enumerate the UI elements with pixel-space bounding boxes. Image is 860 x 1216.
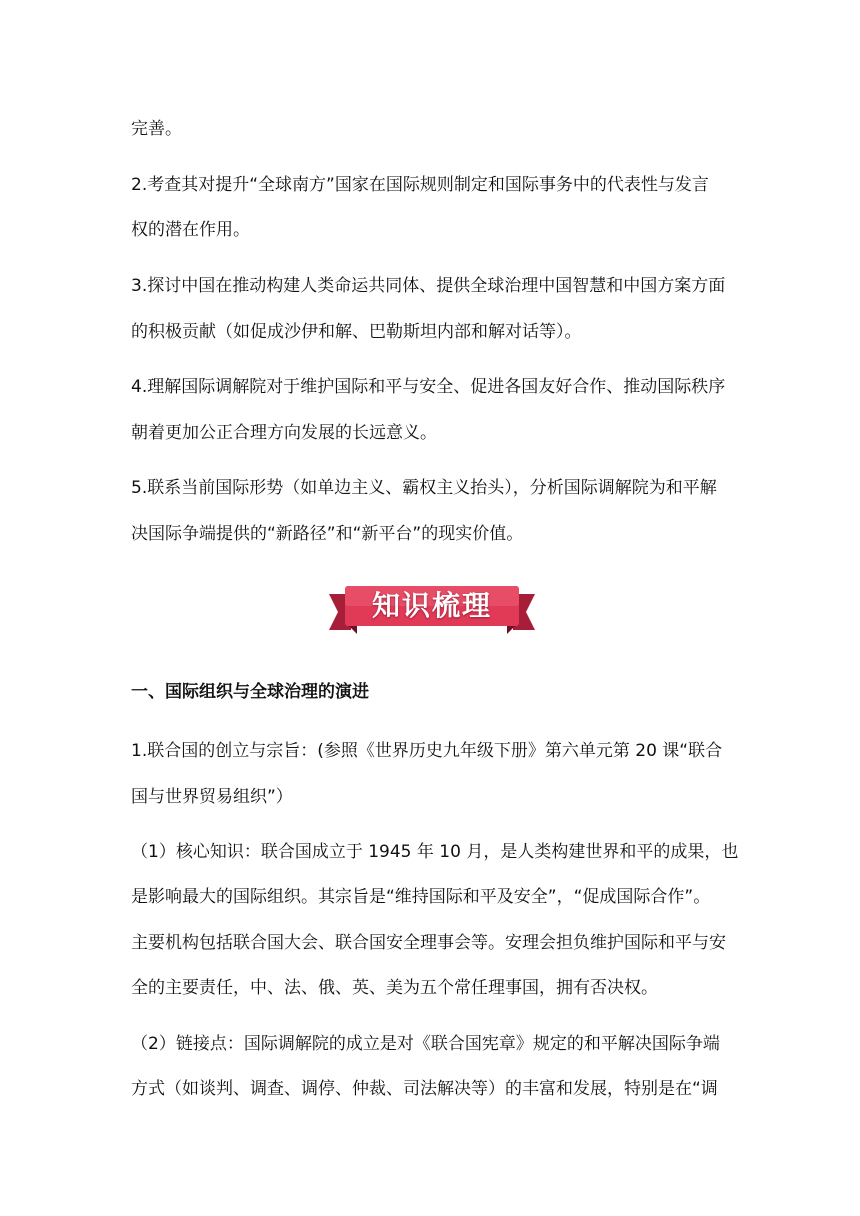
text-line: 决国际争端提供的“新路径”和“新平台”的现实价值。 — [131, 524, 524, 544]
text-line: 国与世界贸易组织”） — [131, 787, 293, 807]
banner-title: 知识梳理 — [371, 589, 492, 622]
text-line: 1.联合国的创立与宗旨：(参照《世界历史九年级下册》第六单元第 20 课“联合 — [131, 741, 723, 761]
text-line: （2）链接点：国际调解院的成立是对《联合国宪章》规定的和平解决国际争端 — [131, 1034, 720, 1054]
text-line: 方式（如谈判、调查、调停、仲裁、司法解决等）的丰富和发展，特别是在“调 — [131, 1079, 718, 1099]
text-line: 主要机构包括联合国大会、联合国安全理事会等。安理会担负维护国际和平与安 — [131, 933, 726, 953]
text-line: 完善。 — [131, 119, 182, 139]
text-line: （1）核心知识：联合国成立于 1945 年 10 月，是人类构建世界和平的成果，也 — [131, 842, 739, 862]
section-banner — [329, 584, 535, 636]
text-line: 的积极贡献（如促成沙伊和解、巴勒斯坦内部和解对话等）。 — [131, 322, 582, 342]
text-line: 2.考查其对提升“全球南方”国家在国际规则制定和国际事务中的代表性与发言 — [131, 175, 709, 195]
text-line: 是影响最大的国际组织。其宗旨是“维持国际和平及安全”，“促成国际合作”。 — [131, 887, 711, 907]
text-line: 3.探讨中国在推动构建人类命运共同体、提供全球治理中国智慧和中国方案方面 — [131, 276, 726, 296]
text-line: 全的主要责任，中、法、俄、英、美为五个常任理事国，拥有否决权。 — [131, 978, 658, 998]
text-line: 4.理解国际调解院对于维护国际和平与安全、促进各国友好合作、推动国际秩序 — [131, 377, 726, 397]
section-heading: 一、国际组织与全球治理的演进 — [131, 682, 369, 702]
text-line: 朝着更加公正合理方向发展的长远意义。 — [131, 423, 437, 443]
text-line: 权的潜在作用。 — [131, 220, 250, 240]
text-line: 5.联系当前国际形势（如单边主义、霸权主义抬头），分析国际调解院为和平解 — [131, 478, 717, 498]
